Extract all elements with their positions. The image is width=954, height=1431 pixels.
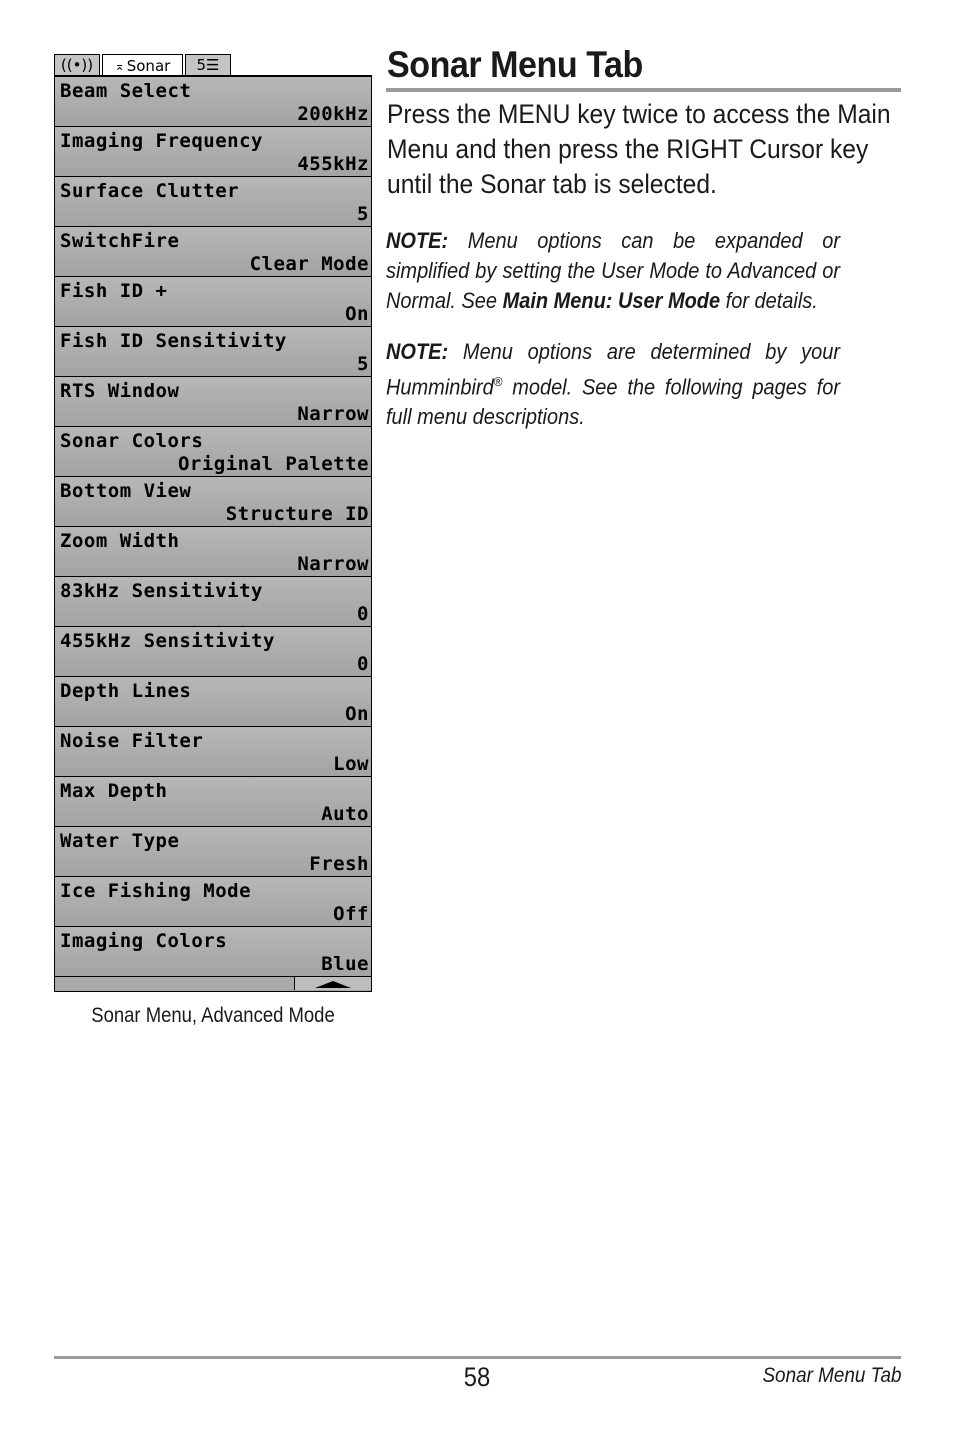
menu-item-zoom-width[interactable] — [55, 526, 371, 576]
menu-item-max-depth[interactable] — [55, 776, 371, 826]
menu-item-label: Surface Clutter — [60, 180, 240, 202]
menu-item-switchfire[interactable] — [55, 226, 371, 276]
setup-icon: 5☰ — [196, 56, 220, 74]
sonar-menu-screenshot — [54, 54, 372, 992]
page-title: Sonar Menu Tab — [387, 44, 643, 85]
tab-alarms[interactable] — [54, 54, 100, 75]
menu-item-water-type[interactable] — [55, 826, 371, 876]
menu-item-value: 200kHz — [297, 103, 369, 125]
menu-item-label: Beam Select — [60, 80, 192, 102]
menu-item-fish-id[interactable] — [55, 276, 371, 326]
tab-sonar-label: Sonar — [126, 56, 171, 75]
menu-item-sonar-colors[interactable] — [55, 426, 371, 476]
tab-sonar[interactable] — [102, 54, 183, 76]
note-label: NOTE: — [386, 339, 449, 364]
menu-item-value: 0 — [357, 603, 369, 625]
menu-items — [54, 76, 372, 992]
menu-item-label: Ice Fishing Mode — [60, 880, 252, 902]
menu-item-bottom-view[interactable] — [55, 476, 371, 526]
menu-item-455khz-sensitivity[interactable] — [55, 626, 371, 676]
note-label: NOTE: — [386, 228, 449, 253]
note-text: Menu options can be expanded or simplified by setting the User Mode to Advanced or Normal. See — [386, 228, 840, 313]
menu-item-label: Fish ID + — [60, 280, 168, 302]
figure-caption: Sonar Menu, Advanced Mode — [91, 1004, 335, 1027]
menu-item-value: Low — [333, 753, 369, 775]
menu-item-label: Fish ID Sensitivity — [60, 330, 287, 352]
menu-item-label: 83kHz Sensitivity — [60, 580, 263, 602]
sonar-icon: ⌅ — [114, 58, 125, 73]
scroll-up-arrow-icon — [315, 981, 351, 988]
menu-tabs — [54, 54, 372, 76]
menu-item-value: Original Palette — [177, 453, 369, 475]
menu-item-value: Narrow — [297, 553, 369, 575]
menu-item-depth-lines[interactable] — [55, 676, 371, 726]
menu-item-label: Bottom View — [60, 480, 192, 502]
menu-item-label: SwitchFire — [60, 230, 180, 252]
menu-item-label: Water Type — [60, 830, 180, 852]
menu-item-value: On — [345, 303, 369, 325]
menu-item-value: Clear Mode — [249, 253, 369, 275]
intro-paragraph: Press the MENU key twice to access the Main Menu and then press the RIGHT Cursor key until the Sonar tab is selected. — [387, 99, 891, 199]
menu-item-ice-fishing-mode[interactable] — [55, 876, 371, 926]
menu-item-label: RTS Window — [60, 380, 180, 402]
menu-item-value: 455kHz — [297, 153, 369, 175]
registered-mark: ® — [493, 374, 503, 389]
note-model — [386, 337, 840, 432]
menu-item-value: Off — [333, 903, 369, 925]
note-text: for details. — [720, 288, 818, 313]
menu-item-83khz-sensitivity[interactable] — [55, 576, 371, 626]
menu-item-label: Imaging Colors — [60, 930, 228, 952]
note-reference: Main Menu: User Mode — [502, 288, 721, 313]
menu-item-fish-id-sensitivity[interactable] — [55, 326, 371, 376]
note-text: model. See the following pages for full menu descriptions. — [386, 374, 840, 430]
tab-setup[interactable] — [185, 54, 231, 75]
note-text: Menu options are determined by your Humminbird — [386, 339, 840, 400]
menu-item-value: Structure ID — [225, 503, 369, 525]
menu-item-value: Narrow — [297, 403, 369, 425]
footer-divider — [54, 1356, 901, 1359]
alarm-icon: ((•)) — [60, 56, 94, 74]
menu-item-value: 0 — [357, 653, 369, 675]
menu-item-imaging-frequency[interactable] — [55, 126, 371, 176]
menu-item-label: Depth Lines — [60, 680, 192, 702]
menu-item-label: Sonar Colors — [60, 430, 204, 452]
menu-item-surface-clutter[interactable] — [55, 176, 371, 226]
menu-item-value: Blue — [321, 953, 369, 975]
menu-item-value: 5 — [357, 203, 369, 225]
menu-item-noise-filter[interactable] — [55, 726, 371, 776]
menu-item-imaging-colors[interactable] — [55, 926, 371, 976]
title-divider — [386, 88, 901, 92]
menu-item-value: 5 — [357, 353, 369, 375]
menu-item-value: Fresh — [309, 853, 369, 875]
menu-item-value: On — [345, 703, 369, 725]
menu-item-label: Noise Filter — [60, 730, 204, 752]
menu-item-value: Auto — [321, 803, 369, 825]
note-user-mode — [386, 226, 840, 316]
menu-scroll-row — [55, 976, 371, 991]
menu-item-label: Imaging Frequency — [60, 130, 263, 152]
menu-item-rts-window[interactable] — [55, 376, 371, 426]
menu-item-beam-select[interactable] — [55, 76, 371, 126]
menu-item-label: Max Depth — [60, 780, 168, 802]
menu-item-label: Zoom Width — [60, 530, 180, 552]
footer-section-title: Sonar Menu Tab — [761, 1364, 901, 1387]
page-number: 58 — [463, 1362, 491, 1392]
scroll-up-button[interactable] — [294, 977, 371, 990]
menu-item-label: 455kHz Sensitivity — [60, 630, 275, 652]
